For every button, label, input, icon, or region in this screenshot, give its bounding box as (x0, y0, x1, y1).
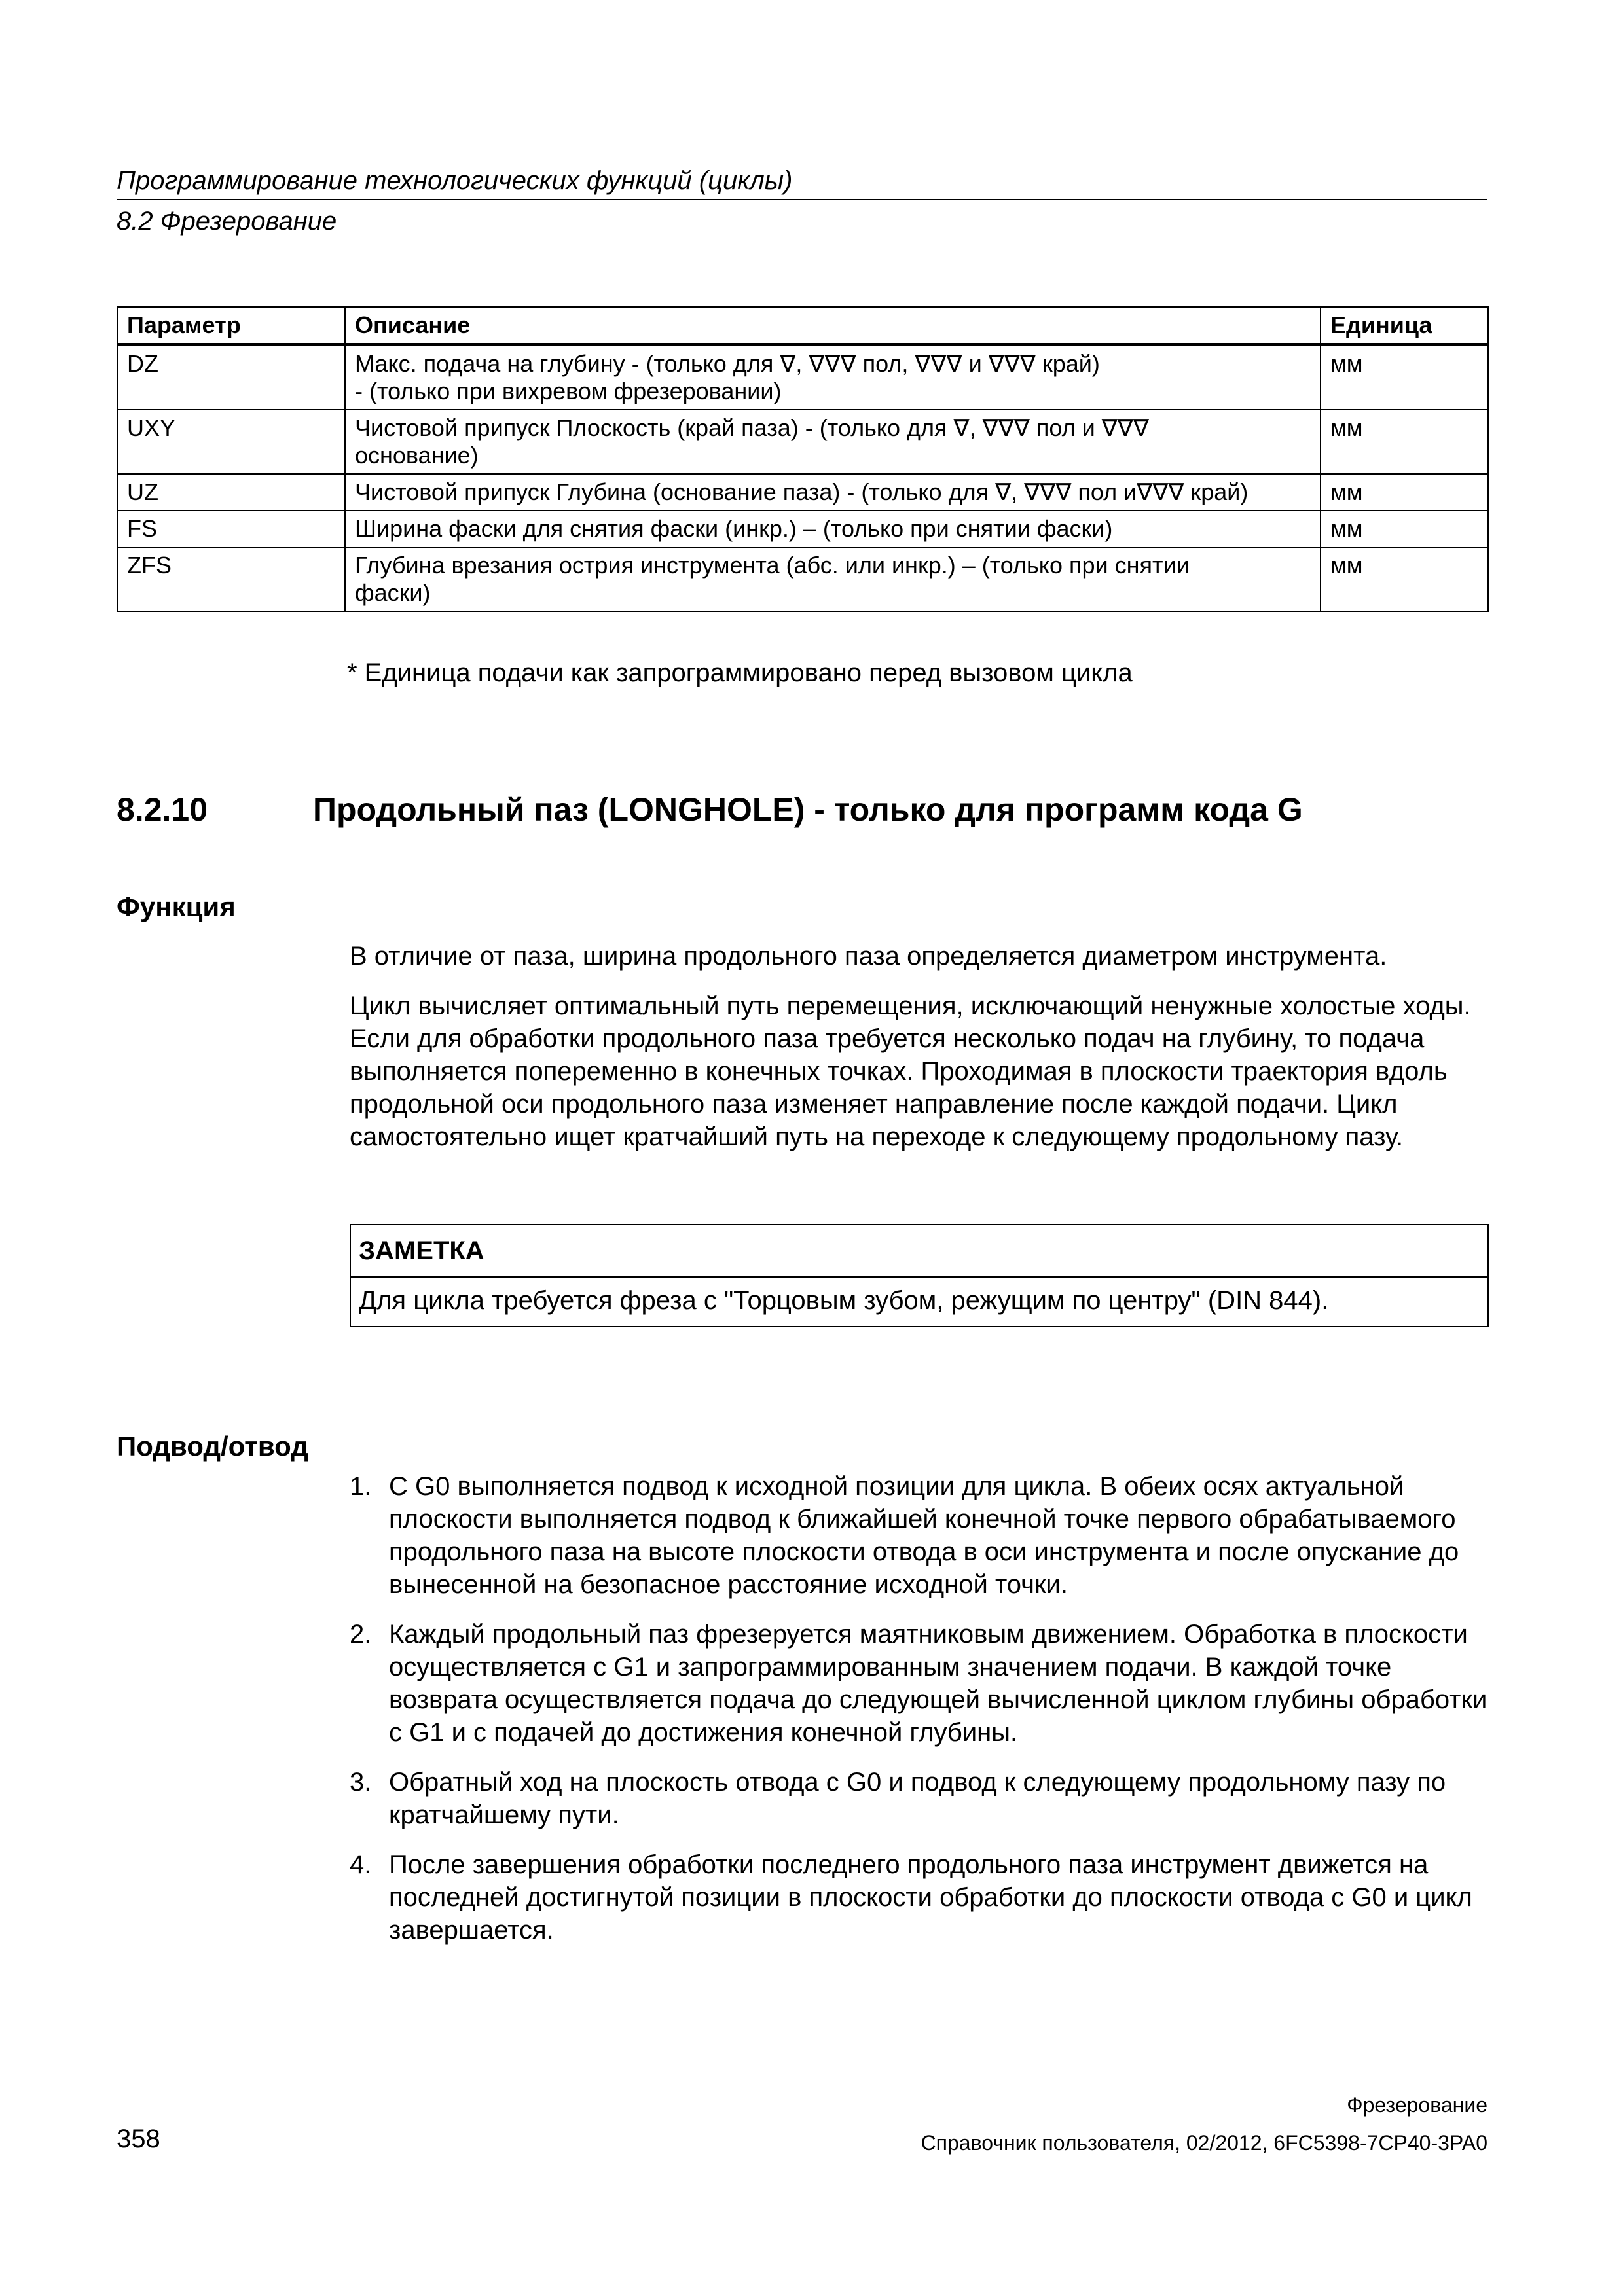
step-number: 3. (350, 1768, 372, 1797)
step-number: 2. (350, 1620, 372, 1649)
table-header-row (117, 307, 1488, 345)
unit-cell: мм (1321, 345, 1488, 410)
desc-cell: Чистовой припуск Плоскость (край паза) - (только для ∇, ∇∇∇ пол и ∇∇∇ основание) (345, 410, 1321, 474)
param-cell: DZ (117, 345, 345, 410)
unit-cell: мм (1321, 410, 1488, 474)
param-cell: ZFS (117, 547, 345, 611)
step-text: Каждый продольный паз фрезеруется маятниковым движением. Обработка в плоскости осуществляется с G1 и запрограммированным значением подачи. В каждой точке возврата осуществляется подача до следующей вычисленной циклом глубины обработки с G1 и с подачей до достижения конечной глубины. (389, 1620, 1487, 1747)
note-box (350, 1224, 1489, 1327)
unit-cell: мм (1321, 547, 1488, 611)
table-row (117, 474, 1488, 511)
step-text: После завершения обработки последнего продольного паза инструмент движется на последней достигнутой позиции в плоскости обработки до плоскости отвода с G0 и цикл завершается. (389, 1850, 1472, 1945)
function-paragraph-1: В отличие от паза, ширина продольного паза определяется диаметром инструмента. (350, 942, 1387, 971)
page-number: 358 (117, 2125, 160, 2153)
footer-topic: Фрезерование (1347, 2093, 1487, 2117)
running-header-chapter: Программирование технологических функций (циклы) (117, 166, 793, 195)
table-row (117, 345, 1488, 410)
function-paragraph-2: Цикл вычисляет оптимальный путь перемещения, исключающий ненужные холостые ходы. Если для обработки продольного паза требуется несколько подач на глубину, то подача выполняется попеременно в конечных точках. Проходимая в плоскости траектория вдоль продольной оси продольного паза изменяет направление после каждой подачи. Цикл самостоятельно ищет кратчайший путь на переходе к следующему продольному пазу. (350, 992, 1471, 1151)
function-heading: Функция (117, 891, 236, 922)
approach-steps-list (350, 1470, 1489, 1964)
table-row (117, 547, 1488, 611)
desc-cell: Ширина фаски для снятия фаски (инкр.) – (только при снятии фаски) (345, 511, 1321, 547)
table-row (117, 410, 1488, 474)
column-header-description: Описание (345, 307, 1321, 345)
section-title: Продольный паз (LONGHOLE) - только для программ кода G (313, 791, 1303, 828)
unit-cell: мм (1321, 511, 1488, 547)
step-number: 4. (350, 1850, 372, 1879)
unit-cell: мм (1321, 474, 1488, 511)
list-item (350, 1766, 1489, 1831)
list-item (350, 1618, 1489, 1749)
table-row (117, 511, 1488, 547)
header-rule (117, 199, 1487, 200)
column-header-unit: Единица (1321, 307, 1488, 345)
note-text: Для цикла требуется фреза с "Торцовым зубом, режущим по центру" (DIN 844). (359, 1286, 1329, 1315)
table-footnote: * Единица подачи как запрограммировано перед вызовом цикла (347, 658, 1133, 687)
section-number: 8.2.10 (117, 791, 208, 828)
running-header-section: 8.2 Фрезерование (117, 207, 337, 236)
param-cell: UXY (117, 410, 345, 474)
step-text: Обратный ход на плоскость отвода с G0 и подвод к следующему продольному пазу по кратчайшему пути. (389, 1768, 1446, 1829)
desc-cell: Чистовой припуск Глубина (основание паза) - (только для ∇, ∇∇∇ пол и∇∇∇ край) (345, 474, 1321, 511)
note-title: ЗАМЕТКА (351, 1225, 1487, 1278)
parameter-table (117, 306, 1489, 612)
param-cell: UZ (117, 474, 345, 511)
list-item (350, 1470, 1489, 1601)
param-cell: FS (117, 511, 345, 547)
approach-heading: Подвод/отвод (117, 1431, 308, 1462)
column-header-parameter: Параметр (117, 307, 345, 345)
desc-cell: Макс. подача на глубину - (только для ∇, ∇∇∇ пол, ∇∇∇ и ∇∇∇ край) - (только при вихревом фрезеровании) (345, 345, 1321, 410)
footer-document-info: Справочник пользователя, 02/2012, 6FC5398-7CP40-3PA0 (921, 2131, 1487, 2155)
step-text: С G0 выполняется подвод к исходной позиции для цикла. В обеих осях актуальной плоскости выполняется подвод к ближайшей конечной точке первого обрабатываемого продольного паза на высоте плоскости отвода в оси инструмента и после опускание до вынесенной на безопасное расстояние исходной точки. (389, 1472, 1459, 1599)
step-number: 1. (350, 1472, 372, 1501)
list-item (350, 1848, 1489, 1946)
desc-cell: Глубина врезания острия инструмента (абс. или инкр.) – (только при снятии фаски) (345, 547, 1321, 611)
